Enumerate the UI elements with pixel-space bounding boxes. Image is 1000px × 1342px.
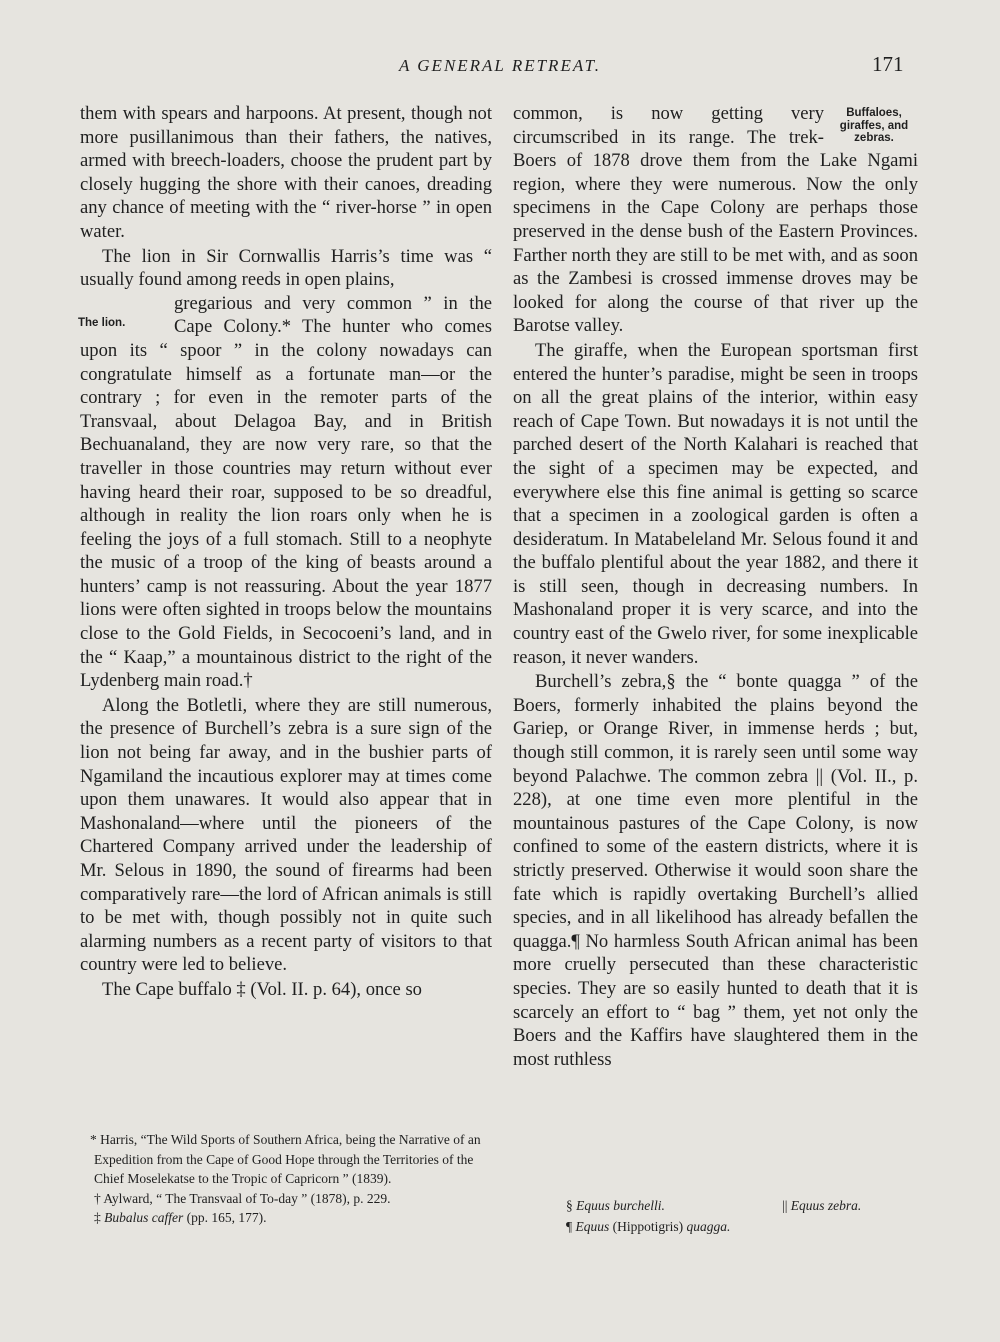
- footnote-harris: * Harris, “The Wild Sports of Southern Africa, being the Narrative of an Expedition from the Cape of Good Hope through the Territories of the Chief Moselekatse to the Tropic of Capricorn ” (1839).: [90, 1132, 481, 1186]
- buffalo-text-b: Now the only specimens in the Cape Colony are perhaps those preserved in the dense bush of the Eastern Provinces. Farther north they are still to be met with, and as soon as the Zambesi is crossed immense droves may be looked for along the course of that river up the Barotse valley.: [513, 173, 918, 337]
- footnote-mark: ||: [782, 1198, 788, 1213]
- page-number: 171: [872, 52, 904, 76]
- paragraph-lion-rest: gregarious and very common ” in the Cape Colony.* The hunter who comes upon its “ spoor ” in the colony nowadays can congratulate himself as a fortunate man—or the contrary ; for even in the remoter parts of the Transvaal, about Delagoa Bay, and in British Bechuanaland, they are now very rare, so that the traveller in those countries may return without ever having heard their roar, supposed to be so dreadful, although in reality the lion roars only when he is feeling the joys of a full stomach. Still to a neophyte the music of a troop of the king of beasts around a hunters’ camp is not reassuring. About the year 1877 lions were often sighted in troops below the mountains close to the Gold Fields, in Secocoeni’s land, and in the “ Kaap,” a mountainous district to the right of the Lydenberg main road.†: [80, 292, 492, 692]
- paragraph-zebra: Burchell’s zebra,§ the “ bonte quagga ” of the Boers, formerly inhabited the plains beyond the Gariep, or Orange River, in immense herds ; but, though still common, it is rarely seen until some way beyond Palachwe. The common zebra || (Vol. II., p. 228), at one time even more plentiful in the mountainous pastures of the Cape Colony, is now confined to some of the eastern districts, where it is strictly preserved. Otherwise it would soon share the fate which is rapidly overtaking Burchell’s allied species, and in all likelihood has already befallen the quagga.¶ No harmless South African animal has been more cruelly persecuted than these characteristic species. They are so easily hunted to death that it is scarcely an effort to “ bag ” them, yet not only the Boers and the Kaffirs have slaughtered them in the most ruthless: [513, 671, 918, 1070]
- footnote-mark: ‡: [94, 1210, 101, 1225]
- right-column: [513, 102, 918, 1071]
- paragraph-hippo: them with spears and harpoons. At present, though not more pusillanimous than their fathers, the natives, armed with breech-loaders, choose the prudent part by closely hugging the shore with their canoes, dreading any chance of meeting with the “ river-horse ” in open water.: [80, 103, 492, 242]
- sidenote-buffaloes-giraffes-zebras: Buffaloes, giraffes, and zebras.: [839, 107, 909, 144]
- footnote-text: (pp. 165, 177).: [186, 1210, 267, 1225]
- species-name: Equus zebra.: [790, 1198, 862, 1213]
- buffalo-text-a: common, is now getting very circumscribed in its range. The trek-Boers of 1878 drove them from the Lake Ngami region, where they were numerous.: [513, 103, 918, 195]
- paragraph-buffalo: The Cape buffalo ‡ (Vol. II. p. 64), once so: [102, 978, 422, 1000]
- left-column: [80, 102, 492, 1002]
- species-name: quagga.: [686, 1219, 731, 1234]
- species-name: Equus: [575, 1219, 610, 1234]
- footnote-row-zebras: [566, 1195, 906, 1216]
- subgenus-name: (Hippotigris): [612, 1219, 684, 1234]
- paragraph-botletli: Along the Botletli, where they are still numerous, the presence of Burchell’s zebra is a sure sign of the lion not being far away, and in the bushier parts of Ngamiland the incautious explorer may at times come upon them unawares. It would also appear that in Mashonaland—where until the pioneers of the Chartered Company arrived under the leadership of Mr. Selous in 1890, the sound of firearms had been comparatively rare—the lord of African animals is still to be met with, though possibly not in quite such alarming numbers as a recent party of visitors to that country were led to believe.: [80, 694, 492, 976]
- paragraph-giraffe: The giraffe, when the European sportsman first entered the hunter’s paradise, might be seen in troops on all the great plains of the interior, within easy reach of Cape Town. But nowadays it is not until the parched desert of the North Kalahari is reached that the sight of a specimen may be expected, and everywhere else this fine animal is getting so scarce that a specimen in a zoological garden is often a desideratum. In Matabeleland Mr. Selous found it and the buffalo plentiful about the year 1882, and there it is still seen, though in decreasing numbers. In Mashonaland proper it is very scarce, and into the country east of the Gwelo river, for some inexplicable reason, it never wanders.: [513, 339, 918, 668]
- footnote-zebra: [782, 1195, 861, 1216]
- species-name: Bubalus caffer: [104, 1210, 184, 1225]
- footnotes-left: [90, 1130, 499, 1228]
- running-header: A GENERAL RETREAT.: [398, 56, 602, 75]
- footnote-quagga: [566, 1216, 906, 1237]
- species-name: Equus burchelli.: [576, 1198, 665, 1213]
- footnote-bubalus: [94, 1208, 499, 1228]
- footnote-burchelli: [566, 1195, 782, 1216]
- footnotes-right: [566, 1195, 906, 1237]
- sidenote-the-lion: The lion.: [78, 316, 126, 329]
- footnote-aylward: † Aylward, “ The Transvaal of To-day ” (1878), p. 229.: [94, 1190, 391, 1206]
- footnote-mark: §: [566, 1198, 573, 1213]
- footnote-mark: ¶: [566, 1219, 573, 1234]
- paragraph-lion-start: The lion in Sir Cornwallis Harris’s time was “ usually found among reeds in open plains,: [80, 245, 492, 291]
